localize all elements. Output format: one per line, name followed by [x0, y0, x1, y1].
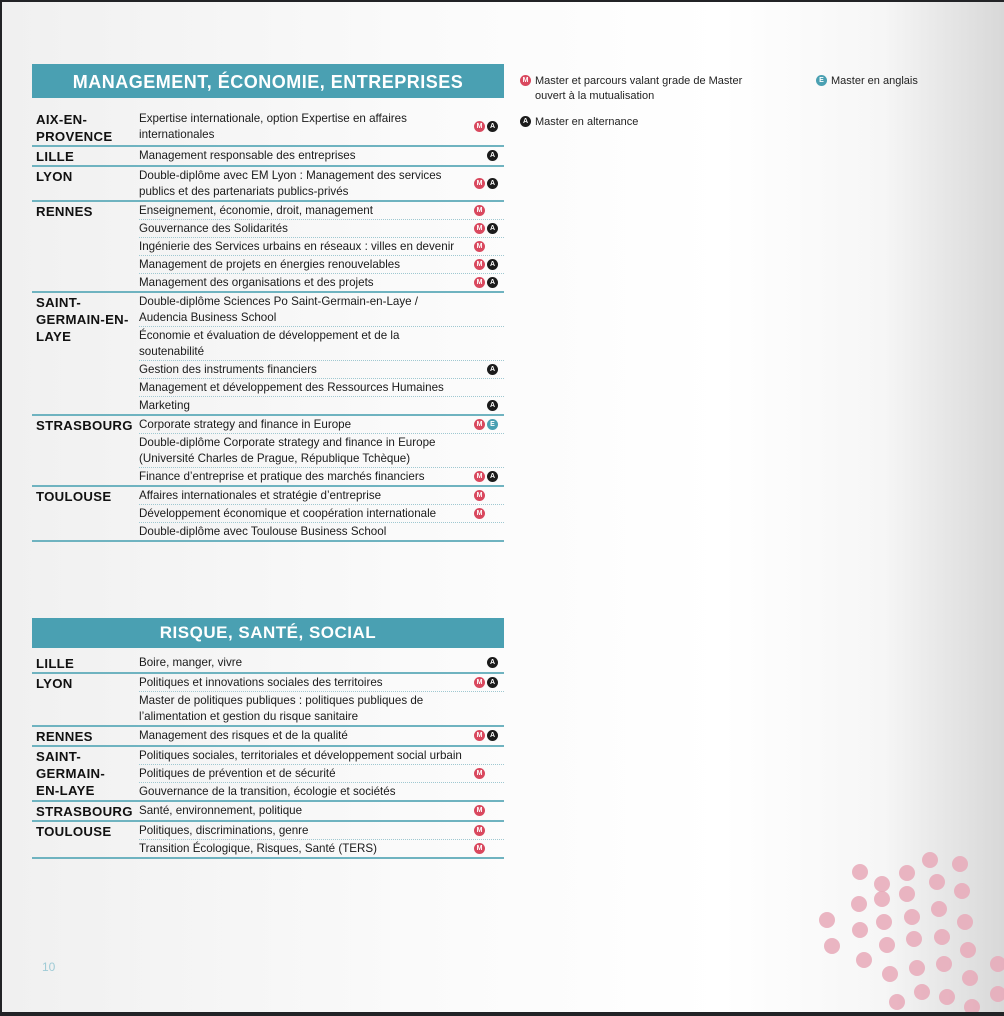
program-badges: [464, 677, 504, 688]
program-name: Double-diplôme avec EM Lyon : Management des services publics et des partenariats publics-privés: [139, 168, 442, 198]
program-row: [139, 397, 504, 414]
decorative-dot: [952, 856, 968, 872]
city-group: [32, 822, 504, 859]
program-name: Développement économique et coopération internationale: [139, 506, 437, 520]
program-row: [139, 692, 504, 725]
program-badges: [464, 241, 504, 252]
decorative-dot: [962, 970, 978, 986]
program-name: Expertise internationale, option Expertise en affaires internationales: [139, 111, 407, 141]
program-badges: [464, 657, 504, 668]
decorative-dot: [852, 864, 868, 880]
master-badge-icon: M: [474, 805, 485, 816]
legend-english: [816, 74, 918, 89]
decorative-dot: [922, 852, 938, 868]
badge-placeholder: [474, 364, 485, 375]
legend-alternance-text: Master en alternance: [535, 116, 639, 128]
master-badge-icon: M: [474, 490, 485, 501]
decorative-dot: [879, 937, 895, 953]
alternance-badge-icon: A: [487, 657, 498, 668]
decorative-dot: [990, 956, 1004, 972]
program-badges: [464, 825, 504, 836]
alternance-badge-icon: A: [487, 471, 498, 482]
program-row: [139, 274, 504, 291]
city-name: SAINT- GERMAIN- EN-LAYE: [36, 749, 106, 798]
section-title: RISQUE, SANTÉ, SOCIAL: [32, 618, 504, 648]
alternance-badge-icon: A: [487, 400, 498, 411]
decorative-dot: [874, 891, 890, 907]
program-row: [139, 434, 504, 468]
decorative-dot: [874, 876, 890, 892]
alternance-badge-icon: A: [487, 150, 498, 161]
alternance-badge-icon: A: [487, 730, 498, 741]
decorative-dot: [990, 986, 1004, 1002]
master-badge-icon: M: [474, 259, 485, 270]
legend-english-text: Master en anglais: [831, 75, 918, 87]
city-name: TOULOUSE: [36, 489, 112, 504]
program-name: Gestion des instruments financiers: [139, 362, 317, 376]
program-name: Économie et évaluation de développement et de la soutenabilité: [139, 328, 400, 358]
alternance-badge-icon: A: [487, 259, 498, 270]
alternance-badge-icon: A: [487, 364, 498, 375]
city-group: [32, 167, 504, 202]
program-name: Master de politiques publiques : politiques publiques de l’alimentation et gestion du risque sanitaire: [139, 693, 424, 723]
program-name: Santé, environnement, politique: [139, 803, 303, 817]
city-group: [32, 110, 504, 147]
program-row: [139, 747, 504, 765]
master-badge-icon: M: [474, 730, 485, 741]
alternance-badge-icon: A: [520, 116, 531, 127]
decorative-dot: [954, 883, 970, 899]
english-badge-icon: E: [816, 75, 827, 86]
program-badges: [464, 843, 504, 854]
city-name: STRASBOURG: [36, 418, 133, 433]
section-risque: [32, 618, 504, 859]
decorative-dot: [909, 960, 925, 976]
decorative-dot: [957, 914, 973, 930]
decorative-dot: [960, 942, 976, 958]
master-badge-icon: M: [474, 121, 485, 132]
decorative-dot: [882, 966, 898, 982]
city-group: [32, 654, 504, 674]
program-name: Affaires internationales et stratégie d’entreprise: [139, 488, 382, 502]
master-badge-icon: M: [474, 825, 485, 836]
program-list: [139, 802, 504, 820]
program-badges: [464, 419, 504, 430]
master-badge-icon: M: [474, 843, 485, 854]
decorative-dots: [802, 842, 1004, 1012]
program-badges: [464, 490, 504, 501]
program-name: Boire, manger, vivre: [139, 655, 243, 669]
decorative-dot: [934, 929, 950, 945]
program-name: Management des organisations et des projets: [139, 275, 374, 289]
legend-master-text: Master et parcours valant grade de Master ouvert à la mutualisation: [535, 75, 743, 102]
city-group: [32, 293, 504, 416]
program-row: [139, 220, 504, 238]
program-row: [139, 361, 504, 379]
badge-placeholder: [487, 490, 498, 501]
program-badges: [464, 121, 504, 132]
city-name: AIX-EN- PROVENCE: [36, 112, 113, 144]
master-badge-icon: M: [474, 768, 485, 779]
badge-placeholder: [474, 400, 485, 411]
program-badges: [464, 400, 504, 411]
program-row: [139, 822, 504, 840]
program-badges: [464, 150, 504, 161]
program-name: Politiques de prévention et de sécurité: [139, 766, 336, 780]
city-group: [32, 727, 504, 747]
decorative-dot: [852, 922, 868, 938]
master-badge-icon: M: [474, 223, 485, 234]
program-name: Politiques sociales, territoriales et développement social urbain: [139, 748, 462, 762]
decorative-dot: [929, 874, 945, 890]
section-management: [32, 64, 504, 542]
city-name: STRASBOURG: [36, 804, 133, 819]
program-list: [139, 167, 504, 200]
program-name: Finance d’entreprise et pratique des marchés financiers: [139, 469, 425, 483]
city-group: [32, 202, 504, 293]
city-name: RENNES: [36, 204, 93, 219]
program-badges: [464, 178, 504, 189]
program-row: [139, 416, 504, 434]
program-list: [139, 110, 504, 145]
program-badges: [464, 223, 504, 234]
decorative-dot: [931, 901, 947, 917]
program-badges: [464, 205, 504, 216]
program-row: [139, 654, 504, 671]
program-name: Transition Écologique, Risques, Santé (TERS): [139, 841, 377, 855]
program-row: [139, 468, 504, 485]
badge-placeholder: [474, 657, 485, 668]
decorative-dot: [906, 931, 922, 947]
alternance-badge-icon: A: [487, 121, 498, 132]
program-badges: [464, 471, 504, 482]
decorative-dot: [819, 912, 835, 928]
program-name: Management et développement des Ressources Humaines: [139, 380, 444, 394]
decorative-dot: [914, 984, 930, 1000]
program-name: Double-diplôme Sciences Po Saint-Germain-en-Laye / Audencia Business School: [139, 294, 419, 324]
program-badges: [464, 768, 504, 779]
program-name: Politiques, discriminations, genre: [139, 823, 309, 837]
decorative-dot: [936, 956, 952, 972]
badge-placeholder: [474, 150, 485, 161]
program-row: [139, 256, 504, 274]
program-name: Marketing: [139, 398, 190, 412]
decorative-dot: [876, 914, 892, 930]
program-row: [139, 238, 504, 256]
program-row: [139, 379, 504, 397]
program-badges: [464, 259, 504, 270]
program-name: Gouvernance de la transition, écologie et sociétés: [139, 784, 396, 798]
program-list: [139, 147, 504, 165]
master-badge-icon: M: [474, 277, 485, 288]
page-number: 10: [42, 960, 56, 974]
program-badges: [464, 277, 504, 288]
city-group: [32, 487, 504, 542]
decorative-dot: [889, 994, 905, 1010]
programs-table: [32, 654, 504, 859]
program-list: [139, 487, 504, 540]
decorative-dot: [964, 999, 980, 1012]
program-row: [139, 327, 504, 361]
program-badges: [464, 364, 504, 375]
program-row: [139, 727, 504, 744]
decorative-dot: [904, 909, 920, 925]
master-badge-icon: M: [520, 75, 531, 86]
city-name: TOULOUSE: [36, 824, 112, 839]
legend-alternance: [520, 115, 638, 130]
program-row: [139, 765, 504, 783]
program-list: [139, 727, 504, 745]
program-row: [139, 523, 504, 540]
program-row: [139, 802, 504, 819]
master-badge-icon: M: [474, 178, 485, 189]
program-name: Management responsable des entreprises: [139, 148, 356, 162]
city-name: LILLE: [36, 149, 75, 164]
program-row: [139, 147, 504, 164]
program-row: [139, 202, 504, 220]
city-group: [32, 747, 504, 802]
alternance-badge-icon: A: [487, 677, 498, 688]
city-name: LILLE: [36, 656, 75, 671]
badge-placeholder: [487, 205, 498, 216]
alternance-badge-icon: A: [487, 277, 498, 288]
program-row: [139, 293, 504, 327]
city-name: LYON: [36, 676, 73, 691]
program-row: [139, 783, 504, 800]
alternance-badge-icon: A: [487, 178, 498, 189]
program-list: [139, 202, 504, 291]
program-name: Double-diplôme avec Toulouse Business School: [139, 524, 387, 538]
program-list: [139, 674, 504, 725]
section-title: MANAGEMENT, ÉCONOMIE, ENTREPRISES: [32, 64, 504, 98]
program-list: [139, 747, 504, 800]
decorative-dot: [824, 938, 840, 954]
program-row: [139, 167, 504, 200]
program-row: [139, 110, 504, 143]
badge-placeholder: [487, 768, 498, 779]
city-group: [32, 416, 504, 487]
decorative-dot: [851, 896, 867, 912]
master-badge-icon: M: [474, 471, 485, 482]
badge-placeholder: [487, 241, 498, 252]
legend-master: [520, 74, 750, 104]
program-name: Enseignement, économie, droit, management: [139, 203, 373, 217]
program-list: [139, 416, 504, 485]
program-badges: [464, 730, 504, 741]
program-name: Management de projets en énergies renouvelables: [139, 257, 401, 271]
program-list: [139, 654, 504, 672]
city-group: [32, 674, 504, 727]
program-row: [139, 674, 504, 692]
badge-placeholder: [487, 805, 498, 816]
program-name: Politiques et innovations sociales des territoires: [139, 675, 383, 689]
decorative-dot: [899, 886, 915, 902]
master-badge-icon: M: [474, 419, 485, 430]
master-badge-icon: M: [474, 241, 485, 252]
program-row: [139, 505, 504, 523]
master-badge-icon: M: [474, 508, 485, 519]
city-name: LYON: [36, 169, 73, 184]
alternance-badge-icon: A: [487, 223, 498, 234]
programs-table: [32, 110, 504, 542]
city-group: [32, 802, 504, 822]
program-list: [139, 293, 504, 414]
program-badges: [464, 508, 504, 519]
master-badge-icon: M: [474, 677, 485, 688]
program-badges: [464, 805, 504, 816]
program-row: [139, 487, 504, 505]
program-name: Double-diplôme Corporate strategy and finance in Europe (Université Charles de Prague, République Tchèque): [139, 435, 436, 465]
city-name: RENNES: [36, 729, 93, 744]
program-name: Gouvernance des Solidarités: [139, 221, 288, 235]
program-name: Corporate strategy and finance in Europe: [139, 417, 352, 431]
decorative-dot: [856, 952, 872, 968]
badge-placeholder: [487, 508, 498, 519]
program-list: [139, 822, 504, 857]
decorative-dot: [899, 865, 915, 881]
english-badge-icon: E: [487, 419, 498, 430]
decorative-dot: [939, 989, 955, 1005]
program-name: Ingénierie des Services urbains en réseaux : villes en devenir: [139, 239, 455, 253]
badge-placeholder: [487, 825, 498, 836]
brochure-page: [2, 2, 1004, 1012]
city-group: [32, 147, 504, 167]
program-row: [139, 840, 504, 857]
badge-placeholder: [487, 843, 498, 854]
program-name: Management des risques et de la qualité: [139, 728, 348, 742]
city-name: SAINT- GERMAIN-EN- LAYE: [36, 295, 129, 344]
master-badge-icon: M: [474, 205, 485, 216]
